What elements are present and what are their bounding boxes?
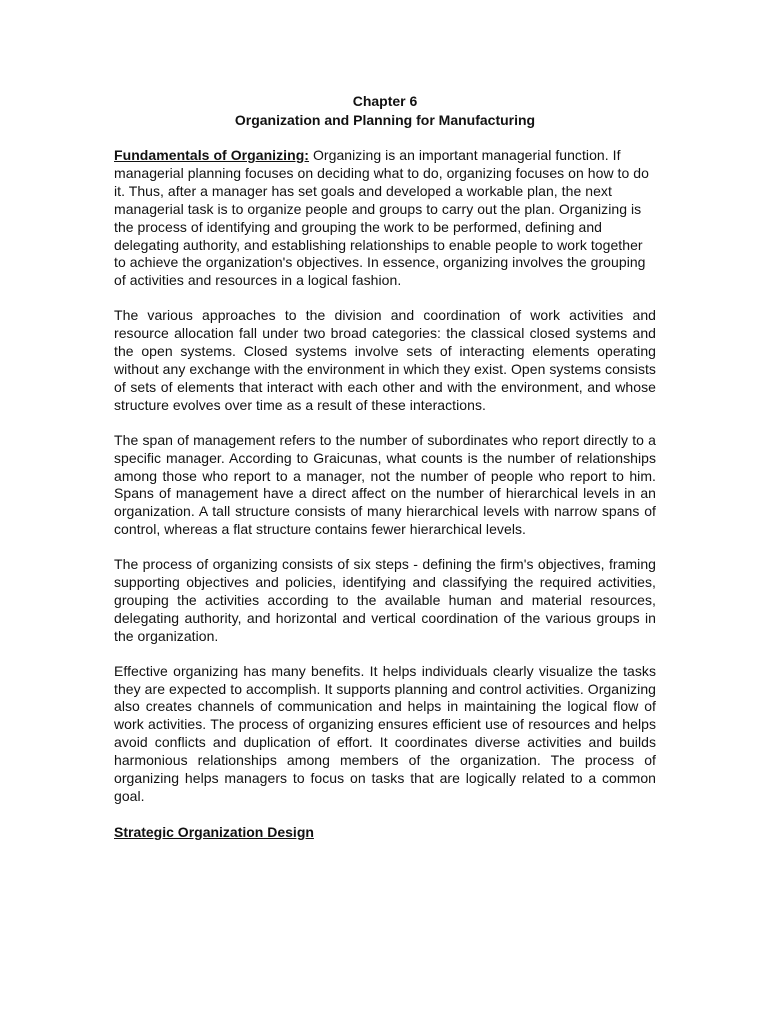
paragraph-process-of-organizing: The process of organizing consists of six steps - defining the firm's objectives, framing supporting objectives and policies, identifying and classifying the required activities, grouping the activities according to the available human and material resources, delegating authority, and horizontal and vertical coordination of the various groups in the organization. xyxy=(114,556,656,644)
paragraph-text: Organizing is an important managerial function. If managerial planning focuses on deciding what to do, organizing focuses on how to do it. Thus, after a manager has set goals and developed a workable plan, the next managerial task is to organize people and groups to carry out the plan. Organizing is the process of identifying and grouping the work to be performed, defining and delegating authority, and establishing relationships to enable people to work together to achieve the organization's objectives. In essence, organizing involves the grouping of activities and resources in a logical fashion. xyxy=(114,147,649,289)
paragraph-benefits: Effective organizing has many benefits. It helps individuals clearly visualize the tasks they are expected to accomplish. It supports planning and control activities. Organizing also creates channels of communication and helps in maintaining the logical flow of work activities. The process of organizing ensures efficient use of resources and helps avoid conflicts and duplication of effort. It coordinates diverse activities and builds harmonious relationships among members of the organization. The process of organizing helps managers to focus on tasks that are logically related to a common goal. xyxy=(114,662,656,804)
paragraph-span-of-management: The span of management refers to the number of subordinates who report directly to a specific manager. According to Graicunas, what counts is the number of relationships among those who report to a manager, not the number of people who report to him. Spans of management have a direct affect on the number of hierarchical levels in an organization. A tall structure consists of many hierarchical levels with narrow spans of control, whereas a flat structure contains fewer hierarchical levels. xyxy=(114,431,656,538)
fundamentals-heading: Fundamentals of Organizing: xyxy=(114,147,310,163)
strategic-organization-design-heading: Strategic Organization Design xyxy=(114,823,314,840)
chapter-number: Chapter 6 xyxy=(352,93,418,109)
paragraph-approaches: The various approaches to the division and coordination of work activities and resource allocation fall under two broad categories: the classical closed systems and the open systems. Closed systems involve sets of interacting elements operating without any exchange with the environment in which they exist. Open systems consists of sets of elements that interact with each other and with the environment, and whose structure evolves over time as a result of these interactions. xyxy=(114,307,656,413)
document-page xyxy=(114,92,656,841)
chapter-title: Organization and Planning for Manufacturing xyxy=(234,112,536,128)
paragraph-fundamentals xyxy=(114,147,656,290)
